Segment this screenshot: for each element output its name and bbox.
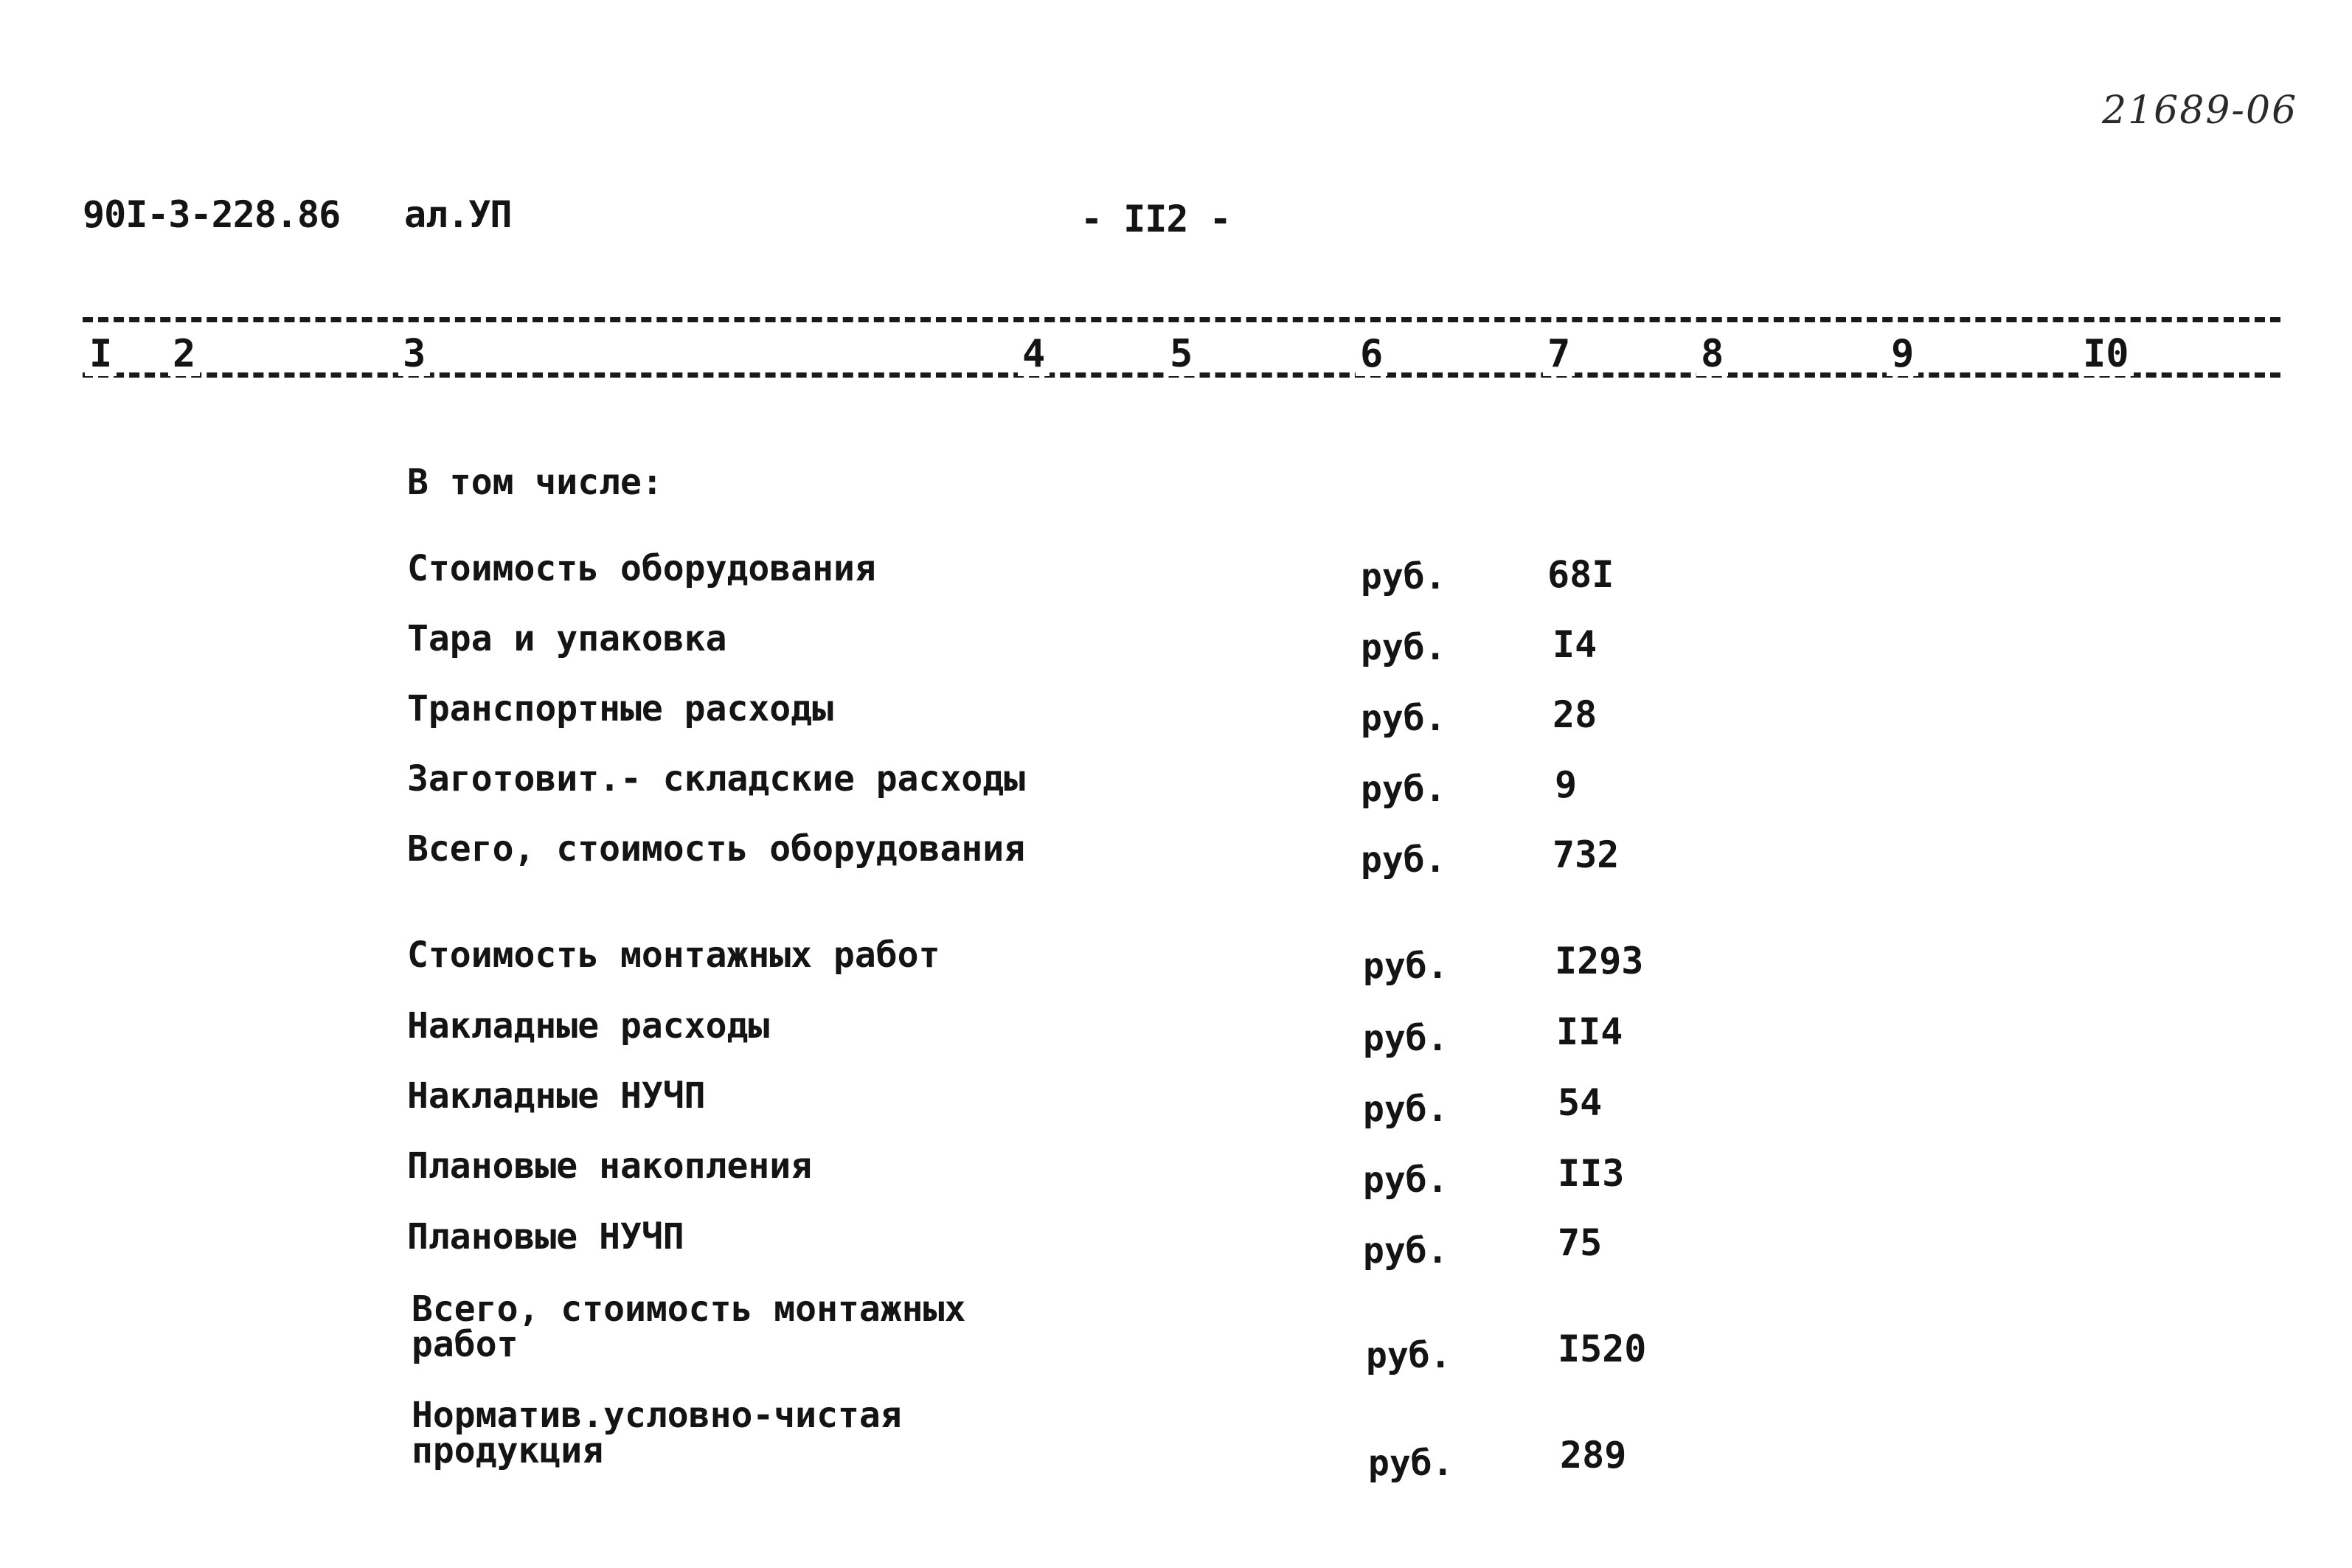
row-unit: руб. — [1363, 1089, 1449, 1130]
column-number-1: I — [85, 332, 117, 376]
row-label: Накладные расходы — [407, 1005, 770, 1047]
row-value: II3 — [1558, 1152, 1625, 1195]
column-number-2: 2 — [168, 332, 200, 376]
row-unit: руб. — [1363, 1159, 1449, 1201]
column-number-3: 3 — [398, 332, 430, 376]
document-code: 90I-3-228.86 — [83, 193, 341, 236]
row-label: Плановые НУЧП — [407, 1216, 684, 1257]
row-label: Плановые накопления — [407, 1145, 813, 1187]
row-unit: руб. — [1361, 839, 1446, 881]
row-value: 54 — [1558, 1081, 1603, 1124]
row-value: II4 — [1556, 1010, 1623, 1053]
row-label: Стоимость оборудования — [407, 548, 876, 589]
row-unit: руб. — [1363, 1230, 1449, 1272]
row-value: 68I — [1547, 553, 1614, 596]
column-number-8: 8 — [1696, 332, 1728, 376]
row-value: 9 — [1555, 763, 1578, 806]
top-dashed-rule — [83, 317, 2280, 322]
row-unit: руб. — [1363, 1018, 1449, 1059]
row-value: I293 — [1555, 940, 1644, 982]
row-unit: руб. — [1361, 698, 1446, 739]
row-label: Транспортные расходы — [407, 688, 833, 729]
column-number-5: 5 — [1165, 332, 1197, 376]
row-label-line1: Норматив.условно-чистая — [412, 1395, 902, 1436]
column-number-4: 4 — [1018, 332, 1050, 376]
row-unit: руб. — [1368, 1443, 1454, 1484]
row-value: I4 — [1553, 623, 1598, 666]
row-unit: руб. — [1361, 556, 1446, 597]
row-label: Всего, стоимость оборудования — [407, 828, 1026, 870]
row-label: Заготовит.- складские расходы — [407, 758, 1026, 799]
column-number-7: 7 — [1543, 332, 1575, 376]
column-number-6: 6 — [1356, 332, 1387, 376]
row-unit: руб. — [1361, 769, 1446, 810]
row-value: I520 — [1558, 1328, 1647, 1370]
page-number: - II2 - — [1080, 198, 1231, 240]
row-label-line1: Всего, стоимость монтажных — [412, 1288, 966, 1330]
row-label: Стоимость монтажных работ — [407, 934, 940, 976]
row-value: 289 — [1560, 1434, 1627, 1477]
row-unit: руб. — [1366, 1335, 1451, 1376]
row-value: 28 — [1553, 693, 1598, 736]
row-label-line2: продукция — [412, 1430, 604, 1471]
row-label: Тара и упаковка — [407, 618, 727, 659]
archive-stamp: 21689-06 — [2102, 89, 2298, 133]
section-title: В том числе: — [407, 462, 663, 503]
album-label: ал.УП — [404, 193, 512, 236]
row-label: Накладные НУЧП — [407, 1075, 706, 1117]
column-number-9: 9 — [1887, 332, 1918, 376]
column-number-10: I0 — [2078, 332, 2134, 376]
row-unit: руб. — [1361, 627, 1446, 668]
row-value: 732 — [1553, 833, 1620, 876]
row-label-line2: работ — [412, 1324, 518, 1365]
row-unit: руб. — [1363, 946, 1449, 987]
row-value: 75 — [1558, 1221, 1603, 1264]
